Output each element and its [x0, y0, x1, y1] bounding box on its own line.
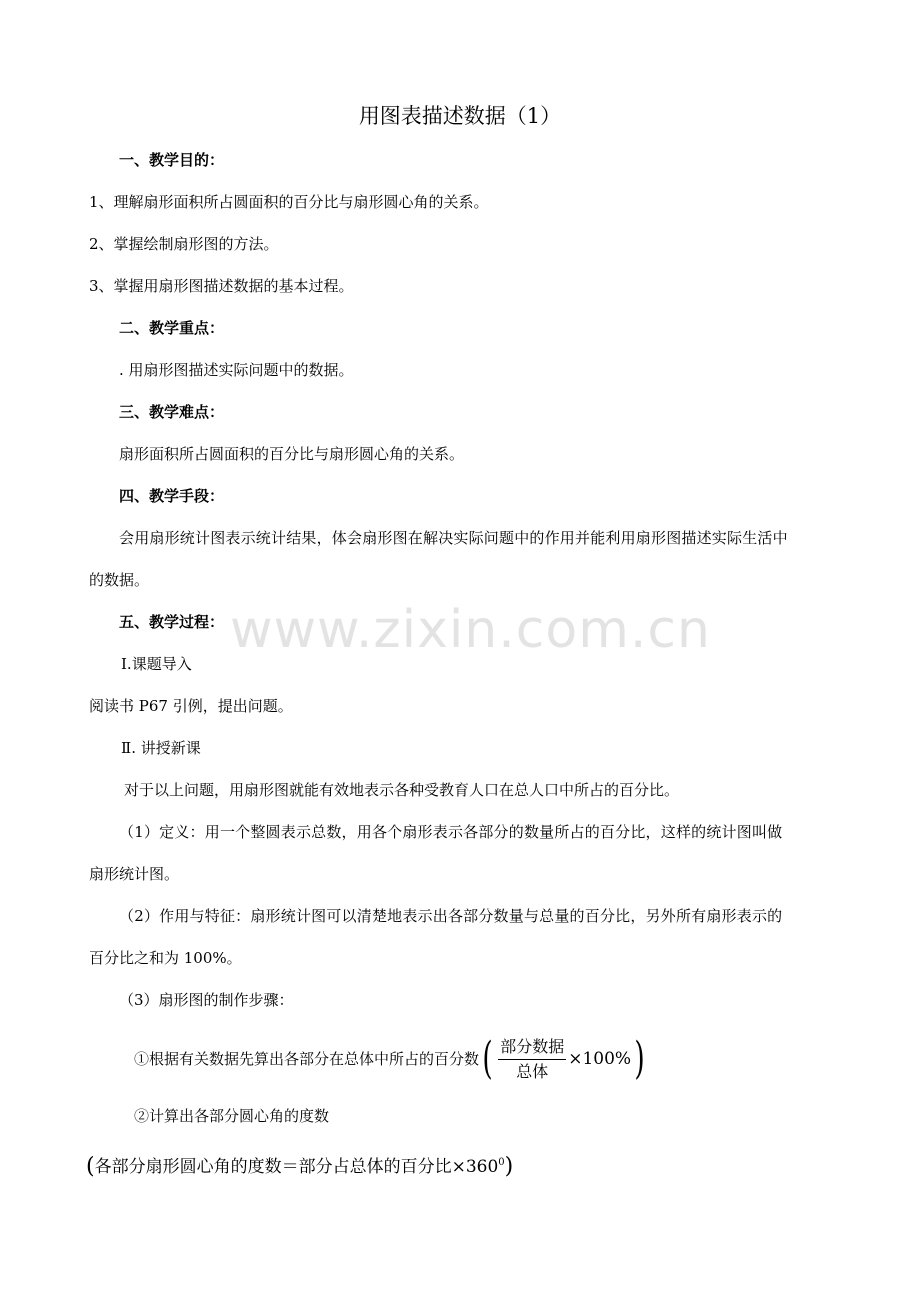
difficulty-text: 扇形面积所占圆面积的百分比与扇形圆心角的关系。	[119, 445, 465, 463]
watermark: www.zixin.com.cn	[230, 600, 711, 660]
fraction-denominator: 总体	[516, 1061, 549, 1081]
goal-1: 1、理解扇形面积所占圆面积的百分比与扇形圆心角的关系。	[89, 193, 489, 211]
focus-heading: 二、教学重点：	[119, 319, 225, 337]
definition-line-2: 扇形统计图。	[89, 865, 180, 883]
steps-heading: （3）扇形图的制作步骤：	[119, 991, 294, 1009]
step-1	[134, 1032, 648, 1084]
goal-3: 3、掌握用扇形图描述数据的基本过程。	[89, 277, 354, 295]
new-lesson-heading: Ⅱ. 讲授新课	[121, 739, 201, 757]
difficulty-heading: 三、教学难点：	[119, 403, 225, 421]
means-text-1: 会用扇形统计图表示统计结果，体会扇形图在解决实际问题中的作用并能利用扇形图描述实际生活中	[119, 529, 788, 547]
formula-degree: 0	[498, 1157, 505, 1168]
formula-text: 各部分扇形圆心角的度数＝部分占总体的百分比×360	[94, 1157, 499, 1177]
means-heading: 四、教学手段：	[119, 487, 225, 505]
angle-formula	[86, 1148, 513, 1182]
left-paren: (	[482, 1033, 493, 1084]
goal-2: 2、掌握绘制扇形图的方法。	[89, 235, 279, 253]
formula-left-paren: (	[86, 1154, 95, 1179]
feature-line-2: 百分比之和为 100%。	[89, 949, 242, 967]
step-2: ②计算出各部分圆心角的度数	[134, 1107, 330, 1125]
goals-heading: 一、教学目的：	[119, 151, 225, 169]
right-paren: )	[634, 1033, 645, 1084]
focus-text: . 用扇形图描述实际问题中的数据。	[119, 361, 354, 379]
percentage-fraction	[498, 1037, 566, 1082]
step-1-text: ①根据有关数据先算出各部分在总体中所占的百分数	[134, 1050, 480, 1068]
intro-heading: Ⅰ.课题导入	[121, 655, 192, 673]
process-heading: 五、教学过程：	[119, 613, 225, 631]
feature-line-1: （2）作用与特征：扇形统计图可以清楚地表示出各部分数量与总量的百分比，另外所有扇形表示的	[119, 907, 783, 925]
page-title: 用图表描述数据（1）	[358, 104, 562, 128]
definition-line-1: （1）定义：用一个整圆表示总数，用各个扇形表示各部分的数量所占的百分比，这样的统计图叫做	[119, 823, 783, 841]
intro-text: 阅读书 P67 引例，提出问题。	[89, 697, 293, 715]
fraction-numerator: 部分数据	[498, 1037, 566, 1060]
times-percent: ×100%	[568, 1049, 632, 1069]
formula-right-paren: )	[504, 1154, 514, 1179]
means-text-2: 的数据。	[89, 571, 150, 589]
new-lesson-text: 对于以上问题，用扇形图就能有效地表示各种受教育人口在总人口中所占的百分比。	[124, 781, 680, 799]
